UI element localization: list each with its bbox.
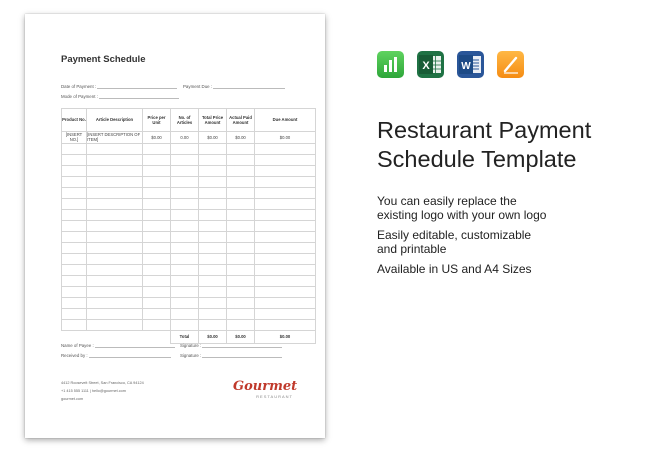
page-title: Restaurant Payment Schedule Template [377, 117, 592, 172]
payment-due-label: Payment Due : [183, 84, 213, 89]
document-preview [25, 14, 325, 438]
date-of-payment-field [61, 84, 177, 89]
feature-item: You can easily replace the existing logo with your own logo [377, 194, 547, 222]
payment-due-field [183, 84, 285, 89]
table-row [62, 242, 316, 253]
received-by-field [61, 353, 171, 358]
svg-text:X: X [422, 60, 430, 72]
pages-icon[interactable] [497, 51, 524, 78]
table-cell: $0.00 [255, 132, 316, 144]
column-header: Due Amount [255, 109, 316, 132]
word-icon[interactable] [457, 51, 484, 78]
signature-field-1 [180, 343, 282, 348]
table-row [62, 165, 316, 176]
table-row [62, 319, 316, 330]
column-header: Article Description [87, 109, 143, 132]
table-row [62, 143, 316, 154]
footer-website: gourmet.com [61, 397, 84, 401]
signature-field-2 [180, 353, 282, 358]
mode-of-payment-label: Mode of Payment : [61, 94, 98, 99]
table-row [62, 132, 316, 144]
footer-contact: +1 415 555 1111 | hello@gourmet.com [61, 389, 126, 393]
column-header: Price per Unit [143, 109, 171, 132]
table-row [62, 286, 316, 297]
table-cell: [INSERT DESCRIPTION OF ITEM] [87, 132, 143, 144]
column-header: No. of Articles [171, 109, 199, 132]
column-header: Product No. [62, 109, 87, 132]
feature-item: Easily editable, customizable and printable [377, 228, 532, 256]
table-row [62, 220, 316, 231]
table-cell: $0.00 [143, 132, 171, 144]
table-row [62, 209, 316, 220]
table-row [62, 176, 316, 187]
footer-address: 4412 Roosevelt Street, San Francisco, CA 94124 [61, 381, 144, 385]
name-of-payee-label: Name of Payee : [61, 343, 94, 348]
table-total-row [62, 330, 316, 343]
payment-schedule-table [61, 108, 316, 344]
name-of-payee-field [61, 343, 175, 348]
table-row [62, 264, 316, 275]
app-icons [377, 51, 524, 78]
table-row [62, 308, 316, 319]
svg-text:W: W [461, 61, 471, 72]
numbers-icon[interactable] [377, 51, 404, 78]
date-of-payment-label: Date of Payment : [61, 84, 97, 89]
table-row [62, 253, 316, 264]
table-cell: 0.00 [171, 132, 199, 144]
table-row [62, 154, 316, 165]
document-title: Payment Schedule [61, 54, 146, 65]
table-row [62, 231, 316, 242]
table-header-row [62, 109, 316, 132]
excel-icon[interactable] [417, 51, 444, 78]
table-row [62, 297, 316, 308]
column-header: Total Price Amount [199, 109, 227, 132]
total-label: Total [171, 330, 199, 343]
mode-of-payment-field [61, 94, 179, 99]
signature-label: Signature : [180, 343, 202, 348]
table-row [62, 198, 316, 209]
received-by-label: Received by : [61, 353, 88, 358]
table-row [62, 275, 316, 286]
total-price-amount: $0.00 [199, 330, 227, 343]
table-cell: $0.00 [227, 132, 255, 144]
table-cell: $0.00 [199, 132, 227, 144]
column-header: Actual Paid Amount [227, 109, 255, 132]
table-cell: [INSERT NO.] [62, 132, 87, 144]
feature-item: Available in US and A4 Sizes [377, 262, 532, 276]
total-due-amount: $0.00 [255, 330, 316, 343]
feature-list [377, 194, 546, 282]
total-actual-paid: $0.00 [227, 330, 255, 343]
gourmet-logo: Gourmet RESTAURANT [233, 379, 298, 399]
table-row [62, 187, 316, 198]
signature-label: Signature : [180, 353, 202, 358]
